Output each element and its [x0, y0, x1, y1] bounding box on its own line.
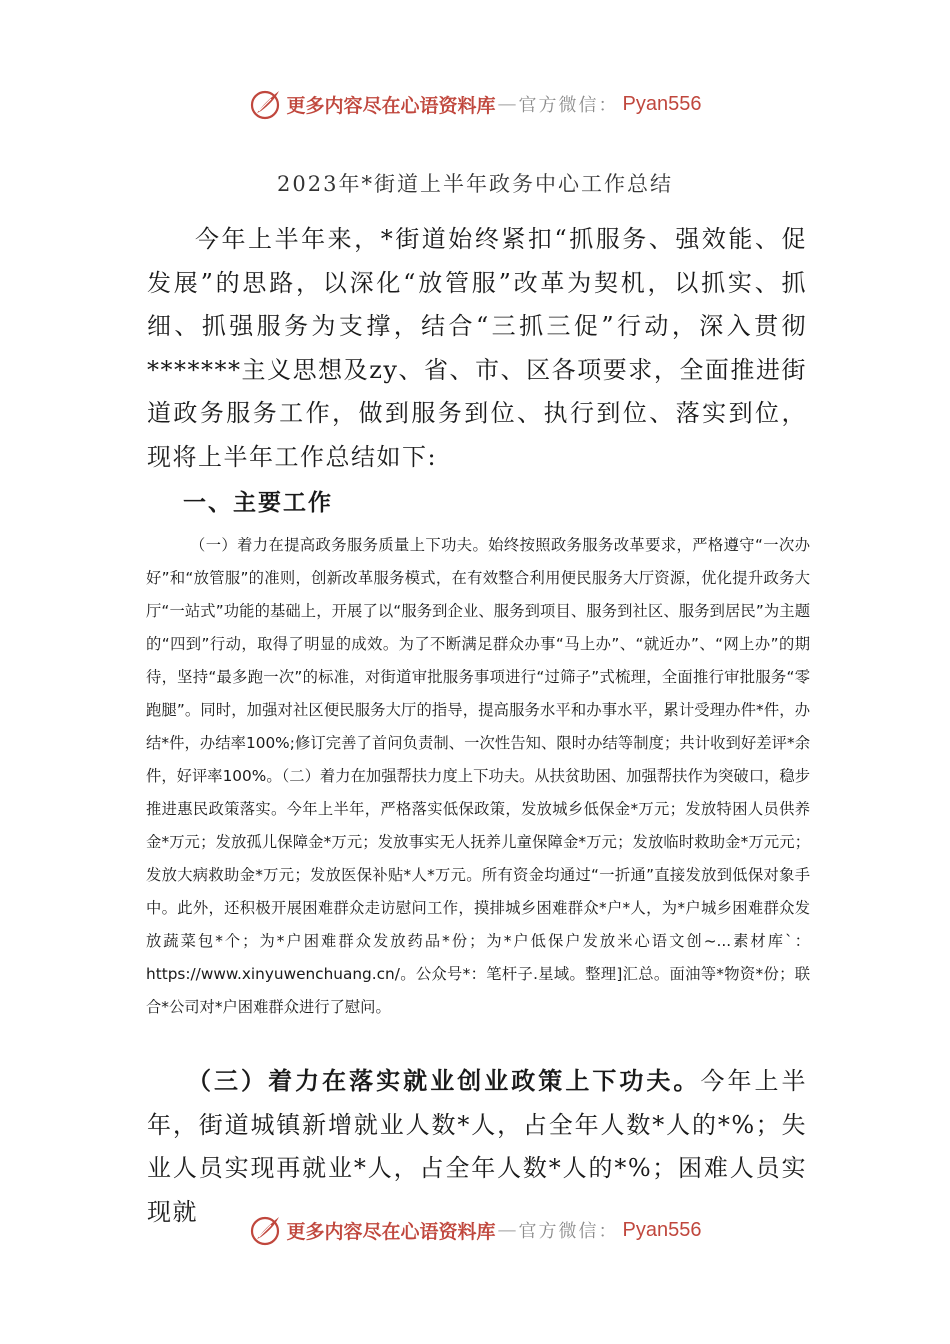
section-three-paragraph [147, 1060, 807, 1234]
banner-brand: 更多内容尽在心语资料库 [286, 94, 496, 117]
section-three-lead: （三）着力在落实就业创业政策上下功夫。 [187, 1067, 701, 1095]
banner-separator: — [497, 1219, 517, 1241]
footer-banner [0, 1210, 950, 1250]
intro-paragraph: 今年上半年来，*街道始终紧扣“抓服务、强效能、促发展”的思路，以深化“放管服”改革为契机，以抓实、抓细、抓强服务为支撑，结合“三抓三促”行动，深入贯彻*******主义思想及zy、省、市、区各项要求，全面推进街道政务服务工作，做到服务到位、执行到位、落实到位，现将上半年工作总结如下: [147, 225, 807, 471]
document-title: 2023年*街道上半年政务中心工作总结 [277, 172, 673, 196]
section-three-text: 今年上半年，街道城镇新增就业人数*人，占全年人数*人的*%；失业人员实现再就业*人，占全年人数*人的*%；困难人员实现就 [147, 1067, 808, 1226]
quill-circle-icon [249, 1213, 283, 1247]
header-banner [0, 84, 950, 124]
quill-circle-icon [249, 87, 283, 121]
sections-one-two-paragraph: （一）着力在提高政务服务质量上下功夫。始终按照政务服务改革要求，严格遵守“一次办好”和“放管服”的准则，创新改革服务模式，在有效整合利用便民服务大厅资源，优化提升政务大厅“一站式”功能的基础上，开展了以“服务到企业、服务到项目、服务到社区、服务到居民”为主题的“四到”行动，取得了明显的成效。为了不断满足群众办事“马上办”、“就近办”、“网上办”的期待，坚持“最多跑一次”的标准，对街道审批服务事项进行“过筛子”式梳理，全面推行审批服务“零跑腿”。同时，加强对社区便民服务大厅的指导，提高服务水平和办事水平，累计受理办件*件，办结*件，办结率100%;修订完善了首问负责制、一次性告知、限时办结等制度；共计收到好差评*余件，好评率100%。（二）着力在加强帮扶力度上下功夫。从扶贫助困、加强帮扶作为突破口，稳步推进惠民政策落实。今年上半年，严格落实低保政策，发放城乡低保金*万元；发放特困人员供养金*万元；发放孤儿保障金*万元；发放事实无人抚养儿童保障金*万元；发放临时救助金*万元元；发放大病救助金*万元；发放医保补贴*人*万元。所有资金均通过“一折通”直接发放到低保对象手中。此外，还积极开展困难群众走访慰问工作，摸排城乡困难群众*户*人，为*户城乡困难群众发放蔬菜包*个；为*户困难群众发放药品*份；为*户低保户发放米心语文创~...素材库`：https://www.xinyuwenchuang.cn/。公众号*：笔杆子.星域。整理]汇总。面油等*物资*份；联合*公司对*户困难群众进行了慰问。 [146, 536, 810, 1016]
banner-official: 官方微信： [518, 95, 619, 116]
banner-wechat-id: Pyan556 [622, 1218, 702, 1241]
banner-separator: — [497, 93, 517, 115]
banner-brand: 更多内容尽在心语资料库 [286, 1220, 496, 1243]
section-heading-main-work: 一、主要工作 [183, 490, 333, 516]
banner-official: 官方微信： [518, 1221, 619, 1242]
banner-wechat-id: Pyan556 [622, 92, 702, 115]
